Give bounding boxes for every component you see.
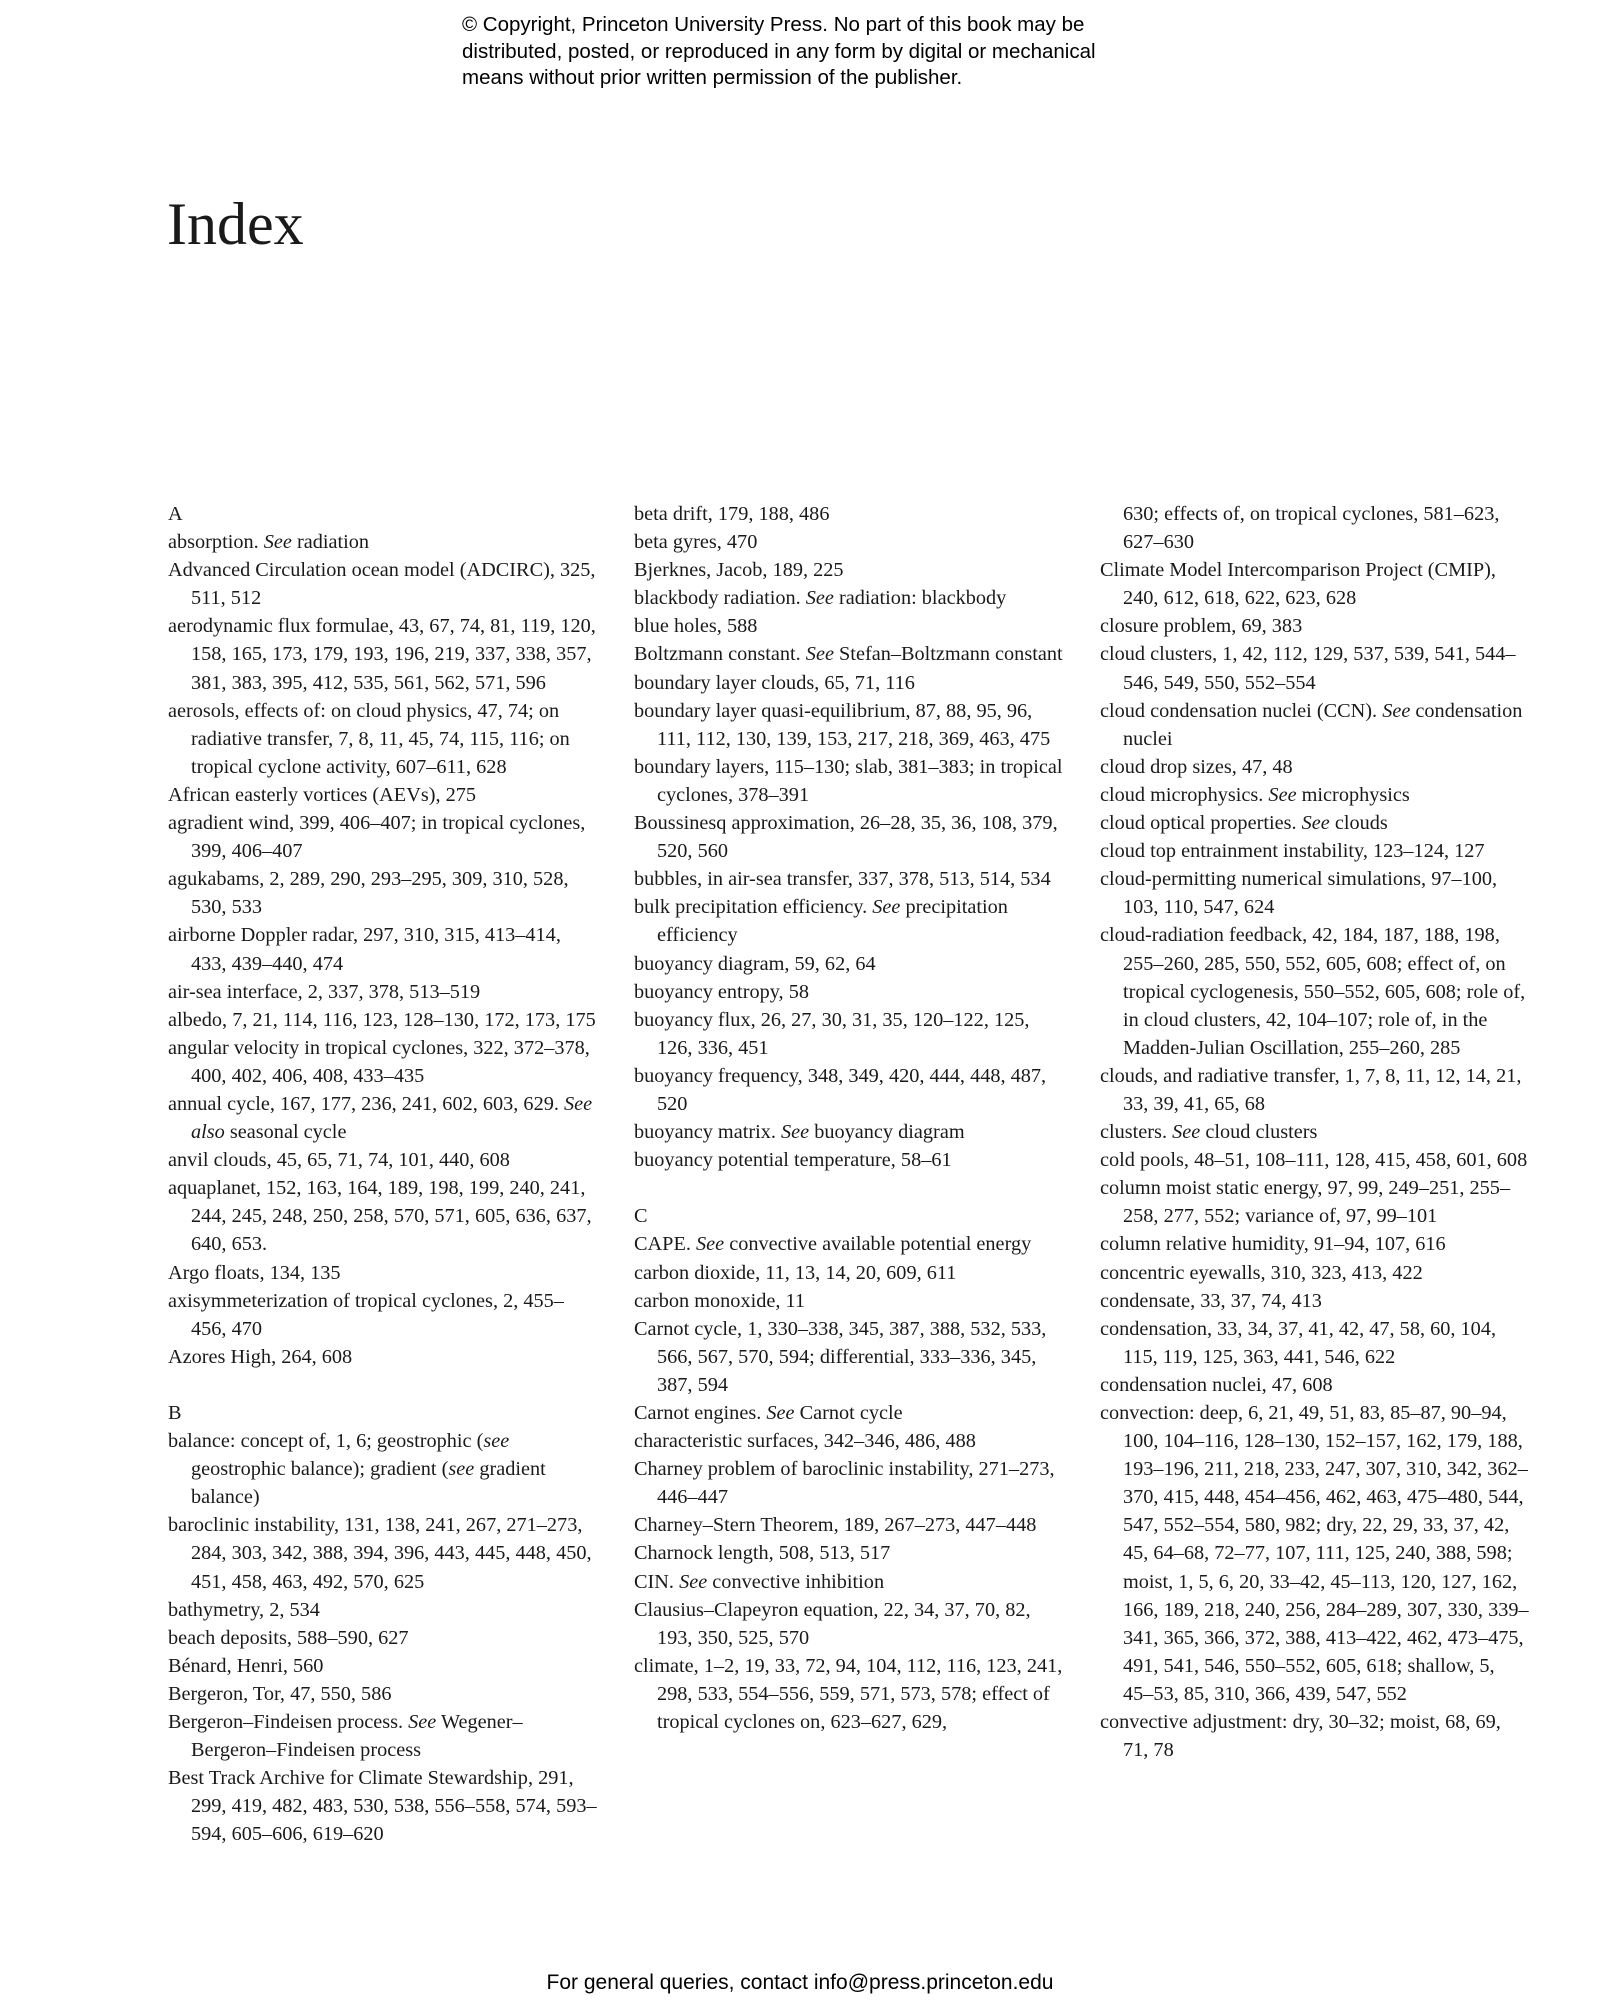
entry-text: absorption.: [168, 531, 264, 554]
section-letter: C: [634, 1205, 648, 1228]
entry-text: concentric eyewalls, 310, 323, 413, 422: [1100, 1261, 1423, 1284]
index-entry: [634, 1062, 1064, 1118]
cross-reference-label: See: [263, 531, 292, 554]
index-entry: [168, 1006, 598, 1034]
entry-text: buoyancy matrix.: [634, 1121, 781, 1144]
entry-text: Climate Model Intercomparison Project (CMIP), 240, 612, 618, 622, 623, 628: [1100, 559, 1496, 610]
entry-text: bulk precipitation efficiency.: [634, 896, 873, 919]
entry-text: boundary layer clouds, 65, 71, 116: [634, 671, 915, 694]
cross-reference-label: See: [679, 1570, 708, 1593]
entry-text: Clausius–Clapeyron equation, 22, 34, 37, 70, 82, 193, 350, 525, 570: [634, 1598, 1031, 1649]
index-entry: [634, 1455, 1064, 1511]
index-entry: [634, 697, 1064, 753]
index-entry: [634, 1652, 1064, 1736]
index-entry: [168, 1146, 598, 1174]
entry-text: clouds: [1329, 812, 1388, 835]
entry-text: cloud condensation nuclei (CCN).: [1100, 699, 1383, 722]
entry-text: aerosols, effects of: on cloud physics, 47, 74; on radiative transfer, 7, 8, 11, 45, 74, 115, 116; on tropical cyclone activity, 607–611, 628: [168, 699, 570, 778]
section-gap: [634, 1174, 1064, 1202]
entry-text: buoyancy diagram: [809, 1121, 965, 1144]
entry-text: column moist static energy, 97, 99, 249–251, 255–258, 277, 552; variance of, 97, 99–101: [1100, 1177, 1511, 1228]
index-entry: [1100, 1062, 1530, 1118]
index-entry: [168, 978, 598, 1006]
index-entry: [1100, 1174, 1530, 1230]
index-entry-continued: [1100, 500, 1530, 556]
cross-reference-label: See: [1268, 783, 1297, 806]
entry-text: airborne Doppler radar, 297, 310, 315, 413–414, 433, 439–440, 474: [168, 924, 561, 975]
index-entry: [168, 1343, 598, 1371]
index-entry: [168, 809, 598, 865]
cross-reference-label: See: [1172, 1121, 1201, 1144]
entry-text: convective adjustment: dry, 30–32; moist, 68, 69, 71, 78: [1100, 1711, 1501, 1762]
index-entry: [634, 1259, 1064, 1287]
entry-text: cloud drop sizes, 47, 48: [1100, 755, 1293, 778]
entry-text: Carnot cycle, 1, 330–338, 345, 387, 388, 532, 533, 566, 567, 570, 594; differential, 333–336, 345, 387, 594: [634, 1317, 1047, 1396]
index-entry: [168, 1090, 598, 1146]
index-entry: [168, 556, 598, 612]
index-entry: [1100, 1399, 1530, 1708]
entry-text: axisymmeterization of tropical cyclones, 2, 455–456, 470: [168, 1289, 564, 1340]
entry-text: cloud clusters: [1200, 1121, 1318, 1144]
entry-text: boundary layers, 115–130; slab, 381–383; in tropical cyclones, 378–391: [634, 755, 1063, 806]
entry-text: blackbody radiation.: [634, 587, 806, 610]
cross-reference-label: See: [805, 643, 834, 666]
index-column-2: [634, 500, 1064, 1736]
index-entry: [634, 1006, 1064, 1062]
index-entry: [168, 1624, 598, 1652]
entry-text: annual cycle, 167, 177, 236, 241, 602, 603, 629.: [168, 1092, 564, 1115]
cross-reference-label: See: [695, 1233, 725, 1256]
index-entry: [634, 809, 1064, 865]
index-entry: [1100, 1259, 1530, 1287]
entry-text: African easterly vortices (AEVs), 275: [168, 783, 477, 806]
entry-text: angular velocity in tropical cyclones, 322, 372–378, 400, 402, 406, 408, 433–435: [168, 1036, 590, 1087]
index-entry: [168, 1034, 598, 1090]
index-entry: [1100, 781, 1530, 809]
index-entry: [634, 1539, 1064, 1567]
entry-text: Bergeron–Findeisen process.: [168, 1711, 409, 1734]
index-entry: [634, 1596, 1064, 1652]
entry-text: Advanced Circulation ocean model (ADCIRC), 325, 511, 512: [168, 559, 596, 610]
entry-text: boundary layer quasi-equilibrium, 87, 88, 95, 96, 111, 112, 130, 139, 153, 217, 218, 369, 463, 475: [634, 699, 1051, 750]
page-title: Index: [167, 191, 304, 257]
entry-text: cloud microphysics.: [1100, 783, 1269, 806]
entry-text: geostrophic balance); gradient (: [191, 1458, 449, 1481]
index-entry: [168, 1174, 598, 1258]
entry-text: Argo floats, 134, 135: [168, 1261, 341, 1284]
index-entry: [1100, 753, 1530, 781]
index-entry: [168, 1652, 598, 1680]
entry-text: convection: deep, 6, 21, 49, 51, 83, 85–87, 90–94, 100, 104–116, 128–130, 152–157, 162, 179, 188, 193–196, 211, 218, 233, 247, 307, 310, 342, 362–370, 415, 448, 454–456, 462, 463, 475–480, 544, 547, 552–554, 580, 982; dry, 22, 29, 33, 37, 42, 45, 64–68, 72–77, 107, 111, 125, 240, 388, 598; moist, 1, 5, 6, 20, 33–42, 45–113, 120, 127, 162, 166, 189, 218, 240, 256, 284–289, 307, 330, 339–341, 365, 366, 372, 388, 413–422, 462, 473–475, 491, 541, 546, 550–552, 605, 618; shallow, 5, 45–53, 85, 310, 366, 439, 547, 552: [1100, 1402, 1529, 1705]
index-entry: [1100, 809, 1530, 837]
entry-text: balance: concept of, 1, 6; geostrophic (: [168, 1430, 484, 1453]
index-entry: [168, 865, 598, 921]
entry-text: cold pools, 48–51, 108–111, 128, 415, 458, 601, 608: [1100, 1149, 1528, 1172]
cross-reference-label: see: [483, 1430, 510, 1453]
entry-text: anvil clouds, 45, 65, 71, 74, 101, 440, 608: [168, 1149, 510, 1172]
index-entry: [1100, 697, 1530, 753]
index-entry: [168, 1764, 598, 1848]
index-entry: [634, 865, 1064, 893]
entry-text: CAPE.: [634, 1233, 696, 1256]
index-entry: [634, 528, 1064, 556]
entry-text: Azores High, 264, 608: [168, 1345, 353, 1368]
index-entry: [168, 921, 598, 977]
entry-text: aerodynamic flux formulae, 43, 67, 74, 81, 119, 120, 158, 165, 173, 179, 193, 196, 219, 337, 338, 357, 381, 383, 395, 412, 535, 561, 562, 571, 596: [168, 615, 596, 694]
index-entry: [634, 1399, 1064, 1427]
index-entry: [634, 612, 1064, 640]
entry-text: radiation: blackbody: [833, 587, 1007, 610]
index-entry: [1100, 612, 1530, 640]
cross-reference-label: See: [872, 896, 901, 919]
index-entry: [634, 640, 1064, 668]
cross-reference-label: See: [781, 1121, 810, 1144]
index-entry: [634, 1118, 1064, 1146]
entry-text: buoyancy flux, 26, 27, 30, 31, 35, 120–122, 125, 126, 336, 451: [634, 1008, 1030, 1059]
entry-text: characteristic surfaces, 342–346, 486, 488: [634, 1430, 976, 1453]
entry-text: Carnot cycle: [794, 1402, 903, 1424]
index-entry: [1100, 1708, 1530, 1764]
index-entry: [1100, 1146, 1530, 1174]
entry-text: air-sea interface, 2, 337, 378, 513–519: [168, 980, 481, 1003]
entry-text: clusters.: [1100, 1121, 1173, 1144]
index-entry: [634, 1287, 1064, 1315]
cross-reference-label: See: [1301, 812, 1330, 835]
index-entry: [168, 1287, 598, 1343]
copyright-line: means without prior written permission of the publisher.: [462, 66, 963, 89]
entry-text: Best Track Archive for Climate Stewardship, 291, 299, 419, 482, 483, 530, 538, 556–558, 574, 593–594, 605–606, 619–620: [168, 1767, 597, 1846]
entry-text: cloud optical properties.: [1100, 812, 1302, 835]
index-column-3: [1100, 500, 1530, 1764]
entry-text: convective inhibition: [707, 1570, 885, 1593]
entry-text: condensation nuclei, 47, 608: [1100, 1373, 1333, 1396]
index-entry: [168, 1708, 598, 1764]
copyright-line: distributed, posted, or reproduced in any form by digital or mechanical: [462, 39, 1096, 63]
entry-text: Boltzmann constant.: [634, 643, 806, 666]
entry-text: Charney–Stern Theorem, 189, 267–273, 447–448: [634, 1514, 1037, 1537]
entry-text: aquaplanet, 152, 163, 164, 189, 198, 199, 240, 241, 244, 245, 248, 250, 258, 570, 571, 605, 636, 637, 640, 653.: [168, 1177, 592, 1256]
entry-text: carbon monoxide, 11: [634, 1289, 806, 1312]
entry-text: beta drift, 179, 188, 486: [634, 503, 830, 525]
index-entry: [634, 1230, 1064, 1258]
entry-text: column relative humidity, 91–94, 107, 616: [1100, 1233, 1446, 1256]
index-entry: [168, 528, 598, 556]
entry-text: Bénard, Henri, 560: [168, 1654, 324, 1677]
index-entry: [634, 893, 1064, 949]
index-entry: [634, 669, 1064, 697]
index-entry: [1100, 837, 1530, 865]
index-entry: [634, 584, 1064, 612]
entry-text: beta gyres, 470: [634, 531, 758, 554]
index-entry: [1100, 1287, 1530, 1315]
cross-reference-label: See: [1382, 699, 1411, 722]
cross-reference-label: See: [805, 587, 834, 610]
entry-text: baroclinic instability, 131, 138, 241, 267, 271–273, 284, 303, 342, 388, 394, 396, 443, 445, 448, 450, 451, 458, 463, 492, 570, 625: [168, 1514, 592, 1593]
entry-text: cloud clusters, 1, 42, 112, 129, 537, 539, 541, 544–546, 549, 550, 552–554: [1100, 643, 1516, 694]
index-entry: [1100, 640, 1530, 696]
index-entry: [168, 1596, 598, 1624]
entry-text: blue holes, 588: [634, 615, 758, 638]
copyright-line: © Copyright, Princeton University Press. No part of this book may be: [462, 13, 1085, 36]
index-entry: [634, 978, 1064, 1006]
entry-text: carbon dioxide, 11, 13, 14, 20, 609, 611: [634, 1261, 957, 1284]
index-entry: [1100, 556, 1530, 612]
section-gap: [168, 1371, 598, 1399]
entry-text: cloud top entrainment instability, 123–124, 127: [1100, 840, 1485, 863]
index-entry: [1100, 1230, 1530, 1258]
entry-text: cloud-permitting numerical simulations, 97–100, 103, 110, 547, 624: [1100, 868, 1498, 919]
index-entry: [1100, 1315, 1530, 1371]
index-entry: [634, 1146, 1064, 1174]
cross-reference-label: See: [408, 1711, 437, 1734]
entry-text: albedo, 7, 21, 114, 116, 123, 128–130, 172, 173, 175: [168, 1008, 596, 1031]
entry-text: Charnock length, 508, 513, 517: [634, 1542, 891, 1565]
index-entry: [168, 781, 598, 809]
index-entry: [1100, 865, 1530, 921]
index-entry: [168, 697, 598, 781]
entry-text: Bjerknes, Jacob, 189, 225: [634, 559, 844, 582]
index-entry: [634, 556, 1064, 584]
cross-reference-label: see: [448, 1458, 475, 1481]
entry-text: buoyancy entropy, 58: [634, 980, 809, 1003]
entry-text: agradient wind, 399, 406–407; in tropical cyclones, 399, 406–407: [168, 812, 586, 863]
entry-text: closure problem, 69, 383: [1100, 615, 1303, 638]
entry-text: convective available potential energy: [724, 1233, 1032, 1256]
entry-text: beach deposits, 588–590, 627: [168, 1626, 409, 1649]
entry-text: Bergeron, Tor, 47, 550, 586: [168, 1682, 392, 1705]
entry-text: agukabams, 2, 289, 290, 293–295, 309, 310, 528, 530, 533: [168, 868, 569, 919]
entry-text: buoyancy frequency, 348, 349, 420, 444, 448, 487, 520: [634, 1064, 1047, 1115]
section-letter: A: [168, 503, 183, 525]
entry-text: 630; effects of, on tropical cyclones, 581–623, 627–630: [1123, 503, 1500, 554]
entry-text: seasonal cycle: [224, 1121, 347, 1144]
section-letter: B: [168, 1402, 182, 1424]
entry-text: bathymetry, 2, 534: [168, 1598, 320, 1621]
entry-text: cloud-radiation feedback, 42, 184, 187, 188, 198, 255–260, 285, 550, 552, 605, 608; effect of, on tropical cyclogenesis, 550–552, 605, 608; role of, in cloud clusters, 42, 104–107; role of, in the Madden-Julian Oscillation, 255–260, 285: [1100, 924, 1526, 1059]
entry-text: climate, 1–2, 19, 33, 72, 94, 104, 112, 116, 123, 241, 298, 533, 554–556, 559, 571, 573, 578; effect of tropical cyclones on, 623–627, 629,: [634, 1654, 1063, 1734]
index-entry: [634, 753, 1064, 809]
entry-text: bubbles, in air-sea transfer, 337, 378, 513, 514, 534: [634, 868, 1051, 891]
entry-text: microphysics: [1296, 783, 1410, 806]
index-entry: [168, 1680, 598, 1708]
index-entry: [168, 1427, 598, 1511]
entry-text: condensation nuclei: [1123, 699, 1523, 750]
entry-text: condensation, 33, 34, 37, 41, 42, 47, 58, 60, 104, 115, 119, 125, 363, 441, 546, 622: [1100, 1317, 1497, 1368]
entry-text: clouds, and radiative transfer, 1, 7, 8, 11, 12, 14, 21, 33, 39, 41, 65, 68: [1100, 1064, 1522, 1115]
cross-reference-label: See: [766, 1402, 795, 1424]
entry-text: buoyancy diagram, 59, 62, 64: [634, 952, 876, 975]
index-entry: [634, 500, 1064, 528]
index-entry: [634, 1511, 1064, 1539]
entry-text: gradient balance): [191, 1458, 546, 1509]
index-entry: [168, 1259, 598, 1287]
entry-text: buoyancy potential temperature, 58–61: [634, 1149, 952, 1172]
footer-contact: For general queries, contact info@press.princeton.edu: [546, 1971, 1054, 1994]
entry-text: Carnot engines.: [634, 1402, 767, 1424]
entry-text: Stefan–Boltzmann constant: [833, 643, 1063, 666]
entry-text: radiation: [291, 531, 370, 554]
index-entry: [1100, 921, 1530, 1061]
index-entry: [168, 612, 598, 696]
entry-text: precipitation efficiency: [657, 896, 1008, 947]
index-entry: [1100, 1371, 1530, 1399]
index-entry: [634, 1568, 1064, 1596]
index-entry: [634, 1427, 1064, 1455]
cross-reference-label: See also: [191, 1092, 593, 1144]
entry-text: Charney problem of baroclinic instability, 271–273, 446–447: [634, 1458, 1055, 1509]
index-entry: [634, 950, 1064, 978]
entry-text: CIN.: [634, 1570, 680, 1593]
copyright-notice: [462, 12, 1222, 92]
index-entry: [1100, 1118, 1530, 1146]
index-entry: [634, 1315, 1064, 1399]
index-entry: [168, 1511, 598, 1595]
entry-text: Boussinesq approximation, 26–28, 35, 36, 108, 379, 520, 560: [634, 812, 1058, 863]
index-column-1: [168, 500, 598, 1849]
entry-text: condensate, 33, 37, 74, 413: [1100, 1289, 1322, 1312]
entry-text: Wegener–Bergeron–Findeisen process: [191, 1711, 523, 1762]
